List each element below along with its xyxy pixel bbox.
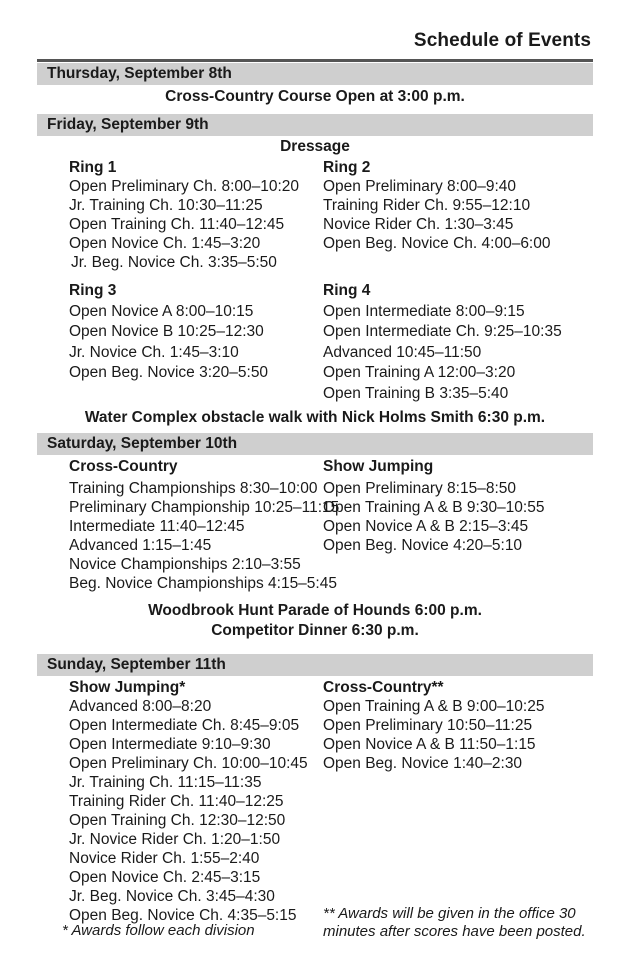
list-item: Open Training A & B 9:00–10:25 <box>323 698 545 715</box>
list-item: Open Novice A & B 11:50–1:15 <box>323 736 536 753</box>
list-item: Jr. Beg. Novice Ch. 3:35–5:50 <box>71 254 277 271</box>
list-item: Jr. Beg. Novice Ch. 3:45–4:30 <box>69 888 275 905</box>
list-item: Preliminary Championship 10:25–11:15 <box>69 499 340 516</box>
list-item: Open Novice Ch. 1:45–3:20 <box>69 235 261 252</box>
saturday-cross-country-list <box>69 457 339 593</box>
day-header-saturday: Saturday, September 10th <box>37 433 593 455</box>
list-item: Jr. Novice Rider Ch. 1:20–1:50 <box>69 831 281 848</box>
list-item: Open Beg. Novice 1:40–2:30 <box>323 755 523 772</box>
list-item: Advanced 8:00–8:20 <box>69 698 212 715</box>
list-item: Open Training Ch. 11:40–12:45 <box>69 216 285 233</box>
ring-4-list <box>323 281 562 404</box>
list-item: Advanced 1:15–1:45 <box>69 537 212 554</box>
footnote-cross-country-line-1: ** Awards will be given in the office 30 <box>323 905 576 922</box>
list-item: Open Novice A & B 2:15–3:45 <box>323 518 529 535</box>
list-item: Open Novice A 8:00–10:15 <box>69 302 254 320</box>
sunday-cross-country-heading: Cross-Country** <box>323 679 444 696</box>
list-item: Training Championships 8:30–10:00 <box>69 480 318 497</box>
list-item: Novice Rider Ch. 1:55–2:40 <box>69 850 260 867</box>
list-item: Open Novice B 10:25–12:30 <box>69 323 264 340</box>
list-item: Open Beg. Novice Ch. 4:35–5:15 <box>69 907 297 924</box>
footnote-cross-country-line-2: minutes after scores have been posted. <box>323 923 586 940</box>
day-header-sunday: Sunday, September 11th <box>37 654 593 676</box>
list-item: Open Training A 12:00–3:20 <box>323 364 516 381</box>
ring-3-list <box>69 281 268 384</box>
list-item: Open Preliminary Ch. 10:00–10:45 <box>69 755 308 772</box>
list-item: Open Intermediate Ch. 8:45–9:05 <box>69 717 300 734</box>
footnote-show-jumping: * Awards follow each division <box>62 922 255 939</box>
ring-2-heading: Ring 2 <box>323 159 371 176</box>
list-item: Open Beg. Novice Ch. 4:00–6:00 <box>323 235 551 252</box>
page-title: Schedule of Events <box>413 30 591 51</box>
ring-3-heading: Ring 3 <box>69 282 117 299</box>
saturday-cross-country-heading: Cross-Country <box>69 458 178 475</box>
list-item: Open Preliminary 8:00–9:40 <box>323 178 517 195</box>
dressage-heading: Dressage <box>280 138 350 155</box>
ring-4-heading: Ring 4 <box>323 282 371 299</box>
list-item: Jr. Training Ch. 10:30–11:25 <box>69 197 263 214</box>
list-item: Open Training Ch. 12:30–12:50 <box>69 812 286 829</box>
list-item: Open Beg. Novice 4:20–5:10 <box>323 537 523 554</box>
list-item: Beg. Novice Championships 4:15–5:45 <box>69 575 337 592</box>
list-item: Training Rider Ch. 9:55–12:10 <box>323 197 531 214</box>
title-rule <box>37 59 593 62</box>
saturday-show-jumping-list <box>323 457 544 555</box>
list-item: Novice Rider Ch. 1:30–3:45 <box>323 216 514 233</box>
day-header-friday: Friday, September 9th <box>37 114 593 136</box>
list-item: Open Preliminary 8:15–8:50 <box>323 480 517 497</box>
saturday-note-parade: Woodbrook Hunt Parade of Hounds 6:00 p.m. <box>148 602 482 619</box>
thursday-note: Cross-Country Course Open at 3:00 p.m. <box>165 88 465 105</box>
ring-1-heading: Ring 1 <box>69 159 117 176</box>
list-item: Novice Championships 2:10–3:55 <box>69 556 301 573</box>
list-item: Open Training A & B 9:30–10:55 <box>323 499 545 516</box>
sunday-cross-country-list <box>323 678 544 773</box>
list-item: Intermediate 11:40–12:45 <box>69 518 245 535</box>
list-item: Jr. Training Ch. 11:15–11:35 <box>69 774 262 791</box>
day-header-thursday: Thursday, September 8th <box>37 63 593 85</box>
list-item: Open Beg. Novice 3:20–5:50 <box>69 364 269 381</box>
list-item: Open Preliminary Ch. 8:00–10:20 <box>69 178 300 195</box>
list-item: Open Novice Ch. 2:45–3:15 <box>69 869 261 886</box>
friday-note: Water Complex obstacle walk with Nick Holms Smith 6:30 p.m. <box>84 409 546 426</box>
list-item: Training Rider Ch. 11:40–12:25 <box>69 793 284 810</box>
list-item: Open Intermediate 9:10–9:30 <box>69 736 271 753</box>
saturday-show-jumping-heading: Show Jumping <box>323 458 434 475</box>
saturday-note-dinner: Competitor Dinner 6:30 p.m. <box>211 622 419 639</box>
ring-1-list <box>69 158 299 272</box>
sunday-show-jumping-list <box>69 678 308 925</box>
ring-2-list <box>323 158 550 253</box>
list-item: Open Intermediate Ch. 9:25–10:35 <box>323 323 562 340</box>
list-item: Advanced 10:45–11:50 <box>323 343 482 361</box>
list-item: Open Training B 3:35–5:40 <box>323 384 509 402</box>
sunday-show-jumping-heading: Show Jumping* <box>69 679 186 696</box>
list-item: Open Intermediate 8:00–9:15 <box>323 302 525 320</box>
list-item: Open Preliminary 10:50–11:25 <box>323 717 533 734</box>
list-item: Jr. Novice Ch. 1:45–3:10 <box>69 343 239 361</box>
